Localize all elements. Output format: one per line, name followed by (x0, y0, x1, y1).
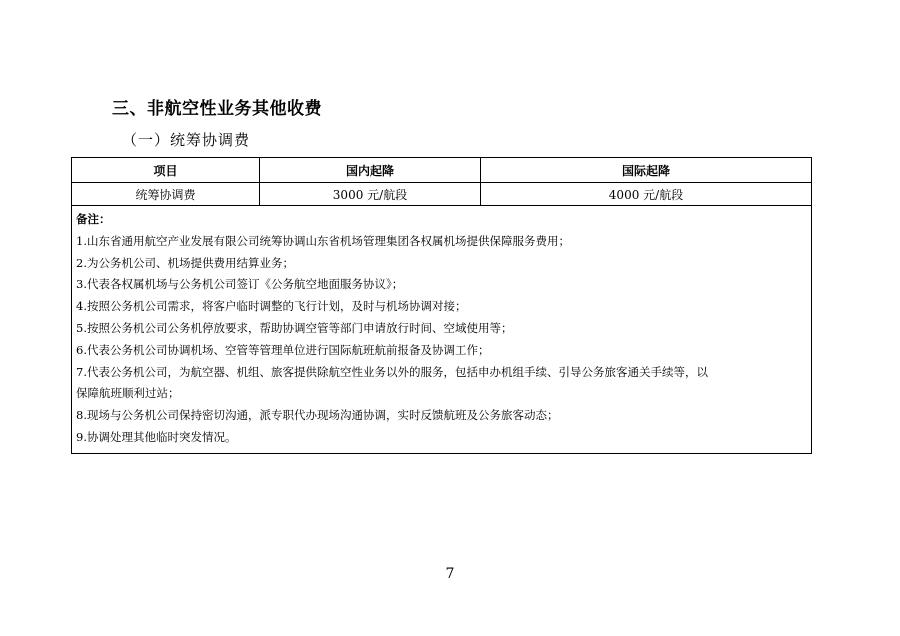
section-heading: 三、非航空性业务其他收费 (112, 99, 322, 119)
notes-label: 备注： (76, 212, 111, 226)
note-line: 5.按照公务机公司公务机停放要求，帮助协调空管等部门申请放行时间、空域使用等； (76, 320, 513, 335)
note-line: 3.代表各权属机场与公务机公司签订《公务航空地面服务协议》； (76, 277, 404, 292)
header-domestic: 国内起降 (260, 158, 481, 182)
cell-international-fee: 4000 元/航段 (608, 187, 684, 202)
table-header-row (72, 158, 811, 183)
page-number: 7 (445, 566, 455, 582)
fee-table (71, 157, 812, 454)
notes-block (72, 206, 811, 453)
cell-domestic-fee: 3000 元/航段 (260, 183, 481, 205)
note-line: 2.为公务机公司、机场提供费用结算业务； (76, 255, 294, 270)
table-row (72, 183, 811, 206)
note-line: 6.代表公务机公司协调机场、空管等管理单位进行国际航班航前报备及协调工作； (76, 342, 490, 357)
note-line: 9.协调处理其他临时突发情况。 (76, 429, 237, 444)
note-line: 7.代表公务机公司，为航空器、机组、旅客提供除航空性业务以外的服务，包括申办机组手续、引导公务旅客通关手续等，以 (76, 364, 708, 379)
header-item: 项目 (72, 158, 260, 182)
cell-item: 统筹协调费 (72, 183, 260, 205)
note-line: 保障航班顺利过站； (76, 386, 180, 401)
note-line: 1.山东省通用航空产业发展有限公司统筹协调山东省机场管理集团各权属机场提供保障服务费用； (76, 233, 570, 248)
note-line: 8.现场与公务机公司保持密切沟通，派专职代办现场沟通协调，实时反馈航班及公务旅客动态； (76, 408, 559, 423)
subsection-heading: （一）统筹协调费 (122, 131, 251, 149)
header-international: 国际起降 (621, 163, 670, 178)
note-line: 4.按照公务机公司需求，将客户临时调整的飞行计划，及时与机场协调对接； (76, 299, 467, 314)
